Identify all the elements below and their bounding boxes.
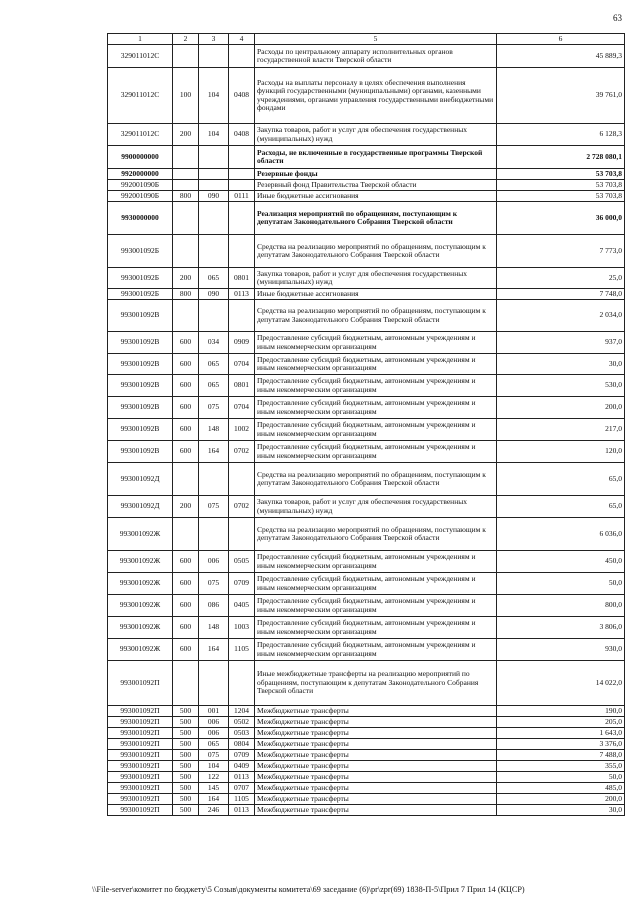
table-row bbox=[108, 235, 625, 268]
section-code-cell bbox=[229, 146, 255, 169]
expense-type-cell: 600 bbox=[173, 573, 199, 595]
section-code-cell: 0801 bbox=[229, 375, 255, 397]
table-row bbox=[108, 573, 625, 595]
header-row bbox=[108, 34, 625, 45]
description-cell: Предоставление субсидий бюджетным, автономным учреждениям и иным некоммерческим организациям bbox=[255, 375, 497, 397]
section-code-cell: 1003 bbox=[229, 617, 255, 639]
table-row bbox=[108, 706, 625, 717]
section-code-cell bbox=[229, 661, 255, 706]
ministry-code-cell: 104 bbox=[199, 124, 229, 146]
description-cell: Резервные фонды bbox=[255, 169, 497, 180]
description-cell: Межбюджетные трансферты bbox=[255, 728, 497, 739]
ministry-code-cell: 065 bbox=[199, 268, 229, 289]
amount-cell: 7 748,0 bbox=[497, 289, 625, 300]
table-row bbox=[108, 794, 625, 805]
table-row bbox=[108, 169, 625, 180]
expense-type-cell: 500 bbox=[173, 772, 199, 783]
table-row bbox=[108, 419, 625, 441]
table-row bbox=[108, 595, 625, 617]
ministry-code-cell bbox=[199, 463, 229, 496]
column-header-3: 3 bbox=[199, 34, 229, 45]
amount-cell: 7 488,0 bbox=[497, 750, 625, 761]
description-cell: Предоставление субсидий бюджетным, автономным учреждениям и иным некоммерческим организациям bbox=[255, 397, 497, 419]
section-code-cell: 1105 bbox=[229, 639, 255, 661]
ministry-code-cell: 164 bbox=[199, 794, 229, 805]
expense-type-cell bbox=[173, 169, 199, 180]
ministry-code-cell: 090 bbox=[199, 191, 229, 202]
description-cell: Предоставление субсидий бюджетным, автономным учреждениям и иным некоммерческим организациям bbox=[255, 354, 497, 375]
expense-type-cell bbox=[173, 300, 199, 332]
amount-cell: 450,0 bbox=[497, 551, 625, 573]
ministry-code-cell bbox=[199, 518, 229, 551]
expense-type-cell: 500 bbox=[173, 761, 199, 772]
description-cell: Закупка товаров, работ и услуг для обеспечения государственных (муниципальных) нужд bbox=[255, 268, 497, 289]
target-code-cell: 992001090Б bbox=[108, 191, 173, 202]
target-code-cell: 993001092Б bbox=[108, 289, 173, 300]
column-header-5: 5 bbox=[255, 34, 497, 45]
table-row bbox=[108, 551, 625, 573]
amount-cell: 6 128,3 bbox=[497, 124, 625, 146]
expense-type-cell bbox=[173, 146, 199, 169]
amount-cell: 53 703,8 bbox=[497, 169, 625, 180]
amount-cell: 3 376,0 bbox=[497, 739, 625, 750]
ministry-code-cell: 065 bbox=[199, 739, 229, 750]
target-code-cell: 993001092П bbox=[108, 794, 173, 805]
section-code-cell bbox=[229, 180, 255, 191]
amount-cell: 30,0 bbox=[497, 805, 625, 816]
target-code-cell: 993001092П bbox=[108, 750, 173, 761]
section-code-cell: 0408 bbox=[229, 68, 255, 124]
table-row bbox=[108, 289, 625, 300]
description-cell: Иные бюджетные ассигнования bbox=[255, 289, 497, 300]
description-cell: Закупка товаров, работ и услуг для обеспечения государственных (муниципальных) нужд bbox=[255, 124, 497, 146]
target-code-cell: 993001092П bbox=[108, 783, 173, 794]
amount-cell: 50,0 bbox=[497, 573, 625, 595]
section-code-cell: 0704 bbox=[229, 354, 255, 375]
section-code-cell: 0702 bbox=[229, 496, 255, 518]
amount-cell: 65,0 bbox=[497, 463, 625, 496]
ministry-code-cell bbox=[199, 146, 229, 169]
amount-cell: 45 889,3 bbox=[497, 45, 625, 68]
ministry-code-cell: 034 bbox=[199, 332, 229, 354]
ministry-code-cell: 104 bbox=[199, 761, 229, 772]
table-row bbox=[108, 639, 625, 661]
table-row bbox=[108, 772, 625, 783]
expense-type-cell: 600 bbox=[173, 617, 199, 639]
section-code-cell: 0408 bbox=[229, 124, 255, 146]
table-row bbox=[108, 463, 625, 496]
expense-type-cell: 600 bbox=[173, 639, 199, 661]
budget-table bbox=[107, 33, 625, 816]
ministry-code-cell: 075 bbox=[199, 573, 229, 595]
table-row bbox=[108, 728, 625, 739]
amount-cell: 120,0 bbox=[497, 441, 625, 463]
section-code-cell: 0113 bbox=[229, 289, 255, 300]
ministry-code-cell bbox=[199, 235, 229, 268]
target-code-cell: 329011012С bbox=[108, 124, 173, 146]
section-code-cell bbox=[229, 518, 255, 551]
section-code-cell: 0405 bbox=[229, 595, 255, 617]
amount-cell: 25,0 bbox=[497, 268, 625, 289]
ministry-code-cell bbox=[199, 180, 229, 191]
ministry-code-cell: 065 bbox=[199, 375, 229, 397]
description-cell: Расходы на выплаты персоналу в целях обеспечения выполнения функций государственными (муниципальными) органами, казенными учреждениями, органами управления государственными внебюджетными фондами bbox=[255, 68, 497, 124]
amount-cell: 36 000,0 bbox=[497, 202, 625, 235]
amount-cell: 937,0 bbox=[497, 332, 625, 354]
expense-type-cell bbox=[173, 463, 199, 496]
expense-type-cell: 200 bbox=[173, 124, 199, 146]
section-code-cell: 0709 bbox=[229, 573, 255, 595]
table-row bbox=[108, 441, 625, 463]
target-code-cell: 993001092В bbox=[108, 332, 173, 354]
amount-cell: 205,0 bbox=[497, 717, 625, 728]
target-code-cell: 993001092В bbox=[108, 375, 173, 397]
target-code-cell: 9900000000 bbox=[108, 146, 173, 169]
target-code-cell: 993001092Б bbox=[108, 235, 173, 268]
description-cell: Средства на реализацию мероприятий по обращениям, поступающим к депутатам Законодательного Собрания Тверской области bbox=[255, 300, 497, 332]
table-row bbox=[108, 783, 625, 794]
ministry-code-cell: 090 bbox=[199, 289, 229, 300]
table-row bbox=[108, 45, 625, 68]
amount-cell: 6 036,0 bbox=[497, 518, 625, 551]
target-code-cell: 993001092Ж bbox=[108, 551, 173, 573]
section-code-cell bbox=[229, 235, 255, 268]
ministry-code-cell bbox=[199, 300, 229, 332]
target-code-cell: 993001092П bbox=[108, 706, 173, 717]
section-code-cell: 0111 bbox=[229, 191, 255, 202]
amount-cell: 2 034,0 bbox=[497, 300, 625, 332]
ministry-code-cell bbox=[199, 661, 229, 706]
section-code-cell: 1105 bbox=[229, 794, 255, 805]
section-code-cell: 1204 bbox=[229, 706, 255, 717]
section-code-cell: 0801 bbox=[229, 268, 255, 289]
ministry-code-cell: 075 bbox=[199, 750, 229, 761]
target-code-cell: 993001092Д bbox=[108, 463, 173, 496]
ministry-code-cell bbox=[199, 169, 229, 180]
expense-type-cell bbox=[173, 202, 199, 235]
expense-type-cell: 800 bbox=[173, 191, 199, 202]
description-cell: Предоставление субсидий бюджетным, автономным учреждениям и иным некоммерческим организациям bbox=[255, 419, 497, 441]
expense-type-cell bbox=[173, 45, 199, 68]
amount-cell: 2 728 080,1 bbox=[497, 146, 625, 169]
target-code-cell: 993001092В bbox=[108, 300, 173, 332]
amount-cell: 50,0 bbox=[497, 772, 625, 783]
description-cell: Средства на реализацию мероприятий по обращениям, поступающим к депутатам Законодательного Собрания Тверской области bbox=[255, 235, 497, 268]
description-cell: Предоставление субсидий бюджетным, автономным учреждениям и иным некоммерческим организациям bbox=[255, 441, 497, 463]
table-row bbox=[108, 268, 625, 289]
target-code-cell: 993001092Ж bbox=[108, 595, 173, 617]
section-code-cell bbox=[229, 169, 255, 180]
table-row bbox=[108, 397, 625, 419]
table-row bbox=[108, 750, 625, 761]
expense-type-cell: 500 bbox=[173, 794, 199, 805]
table-row bbox=[108, 617, 625, 639]
table-header bbox=[108, 34, 625, 45]
column-header-2: 2 bbox=[173, 34, 199, 45]
description-cell: Реализация мероприятий по обращениям, поступающим к депутатам Законодательного Собрания Тверской области bbox=[255, 202, 497, 235]
target-code-cell: 993001092В bbox=[108, 441, 173, 463]
target-code-cell: 993001092Ж bbox=[108, 639, 173, 661]
expense-type-cell: 500 bbox=[173, 739, 199, 750]
expense-type-cell: 500 bbox=[173, 750, 199, 761]
amount-cell: 53 703,8 bbox=[497, 191, 625, 202]
description-cell: Предоставление субсидий бюджетным, автономным учреждениям и иным некоммерческим организациям bbox=[255, 332, 497, 354]
table-row bbox=[108, 805, 625, 816]
description-cell: Иные межбюджетные трансферты на реализацию мероприятий по обращениям, поступающим к депутатам Законодательного Собрания Тверской области bbox=[255, 661, 497, 706]
section-code-cell: 0502 bbox=[229, 717, 255, 728]
description-cell: Межбюджетные трансферты bbox=[255, 739, 497, 750]
ministry-code-cell: 075 bbox=[199, 397, 229, 419]
expense-type-cell: 100 bbox=[173, 68, 199, 124]
expense-type-cell: 600 bbox=[173, 441, 199, 463]
expense-type-cell: 600 bbox=[173, 397, 199, 419]
ministry-code-cell bbox=[199, 45, 229, 68]
target-code-cell: 9920000000 bbox=[108, 169, 173, 180]
section-code-cell: 0409 bbox=[229, 761, 255, 772]
amount-cell: 190,0 bbox=[497, 706, 625, 717]
section-code-cell: 0505 bbox=[229, 551, 255, 573]
section-code-cell: 0113 bbox=[229, 805, 255, 816]
description-cell: Средства на реализацию мероприятий по обращениям, поступающим к депутатам Законодательного Собрания Тверской области bbox=[255, 463, 497, 496]
target-code-cell: 993001092Ж bbox=[108, 617, 173, 639]
amount-cell: 200,0 bbox=[497, 794, 625, 805]
section-code-cell: 0709 bbox=[229, 750, 255, 761]
table-row bbox=[108, 332, 625, 354]
amount-cell: 800,0 bbox=[497, 595, 625, 617]
target-code-cell: 993001092Д bbox=[108, 496, 173, 518]
expense-type-cell: 500 bbox=[173, 717, 199, 728]
description-cell: Иные бюджетные ассигнования bbox=[255, 191, 497, 202]
ministry-code-cell bbox=[199, 202, 229, 235]
amount-cell: 53 703,8 bbox=[497, 180, 625, 191]
table-row bbox=[108, 661, 625, 706]
amount-cell: 1 643,0 bbox=[497, 728, 625, 739]
expense-type-cell bbox=[173, 235, 199, 268]
page-number: 63 bbox=[613, 13, 622, 23]
section-code-cell: 0113 bbox=[229, 772, 255, 783]
target-code-cell: 993001092П bbox=[108, 739, 173, 750]
section-code-cell bbox=[229, 463, 255, 496]
description-cell: Межбюджетные трансферты bbox=[255, 805, 497, 816]
table-row bbox=[108, 124, 625, 146]
ministry-code-cell: 104 bbox=[199, 68, 229, 124]
expense-type-cell bbox=[173, 661, 199, 706]
description-cell: Закупка товаров, работ и услуг для обеспечения государственных (муниципальных) нужд bbox=[255, 496, 497, 518]
section-code-cell: 0804 bbox=[229, 739, 255, 750]
description-cell: Средства на реализацию мероприятий по обращениям, поступающим к депутатам Законодательного Собрания Тверской области bbox=[255, 518, 497, 551]
section-code-cell: 1002 bbox=[229, 419, 255, 441]
ministry-code-cell: 164 bbox=[199, 441, 229, 463]
amount-cell: 200,0 bbox=[497, 397, 625, 419]
ministry-code-cell: 122 bbox=[199, 772, 229, 783]
amount-cell: 217,0 bbox=[497, 419, 625, 441]
target-code-cell: 993001092П bbox=[108, 761, 173, 772]
amount-cell: 30,0 bbox=[497, 354, 625, 375]
section-code-cell: 0702 bbox=[229, 441, 255, 463]
target-code-cell: 993001092В bbox=[108, 397, 173, 419]
expense-type-cell: 200 bbox=[173, 496, 199, 518]
target-code-cell: 992001090Б bbox=[108, 180, 173, 191]
amount-cell: 3 806,0 bbox=[497, 617, 625, 639]
ministry-code-cell: 001 bbox=[199, 706, 229, 717]
description-cell: Резервный фонд Правительства Тверской области bbox=[255, 180, 497, 191]
column-header-6: 6 bbox=[497, 34, 625, 45]
column-header-1: 1 bbox=[108, 34, 173, 45]
ministry-code-cell: 006 bbox=[199, 728, 229, 739]
target-code-cell: 329011012С bbox=[108, 45, 173, 68]
column-header-4: 4 bbox=[229, 34, 255, 45]
description-cell: Предоставление субсидий бюджетным, автономным учреждениям и иным некоммерческим организациям bbox=[255, 617, 497, 639]
ministry-code-cell: 065 bbox=[199, 354, 229, 375]
expense-type-cell: 600 bbox=[173, 354, 199, 375]
amount-cell: 485,0 bbox=[497, 783, 625, 794]
expense-type-cell: 600 bbox=[173, 551, 199, 573]
amount-cell: 930,0 bbox=[497, 639, 625, 661]
section-code-cell: 0707 bbox=[229, 783, 255, 794]
expense-type-cell: 600 bbox=[173, 375, 199, 397]
expense-type-cell: 200 bbox=[173, 268, 199, 289]
description-cell: Предоставление субсидий бюджетным, автономным учреждениям и иным некоммерческим организациям bbox=[255, 551, 497, 573]
file-path-footer: \\File-server\комитет по бюджету\5 Созыв\документы комитета\69 заседание (6)\pr\zpr(69) 1838-П-5\Прил 7 Прил 14 (КЦСР) bbox=[92, 885, 525, 894]
table-row bbox=[108, 146, 625, 169]
description-cell: Межбюджетные трансферты bbox=[255, 772, 497, 783]
table-row bbox=[108, 739, 625, 750]
table-row bbox=[108, 717, 625, 728]
description-cell: Предоставление субсидий бюджетным, автономным учреждениям и иным некоммерческим организациям bbox=[255, 573, 497, 595]
expense-type-cell: 500 bbox=[173, 706, 199, 717]
description-cell: Межбюджетные трансферты bbox=[255, 794, 497, 805]
target-code-cell: 993001092П bbox=[108, 805, 173, 816]
target-code-cell: 993001092П bbox=[108, 661, 173, 706]
description-cell: Межбюджетные трансферты bbox=[255, 717, 497, 728]
target-code-cell: 993001092В bbox=[108, 354, 173, 375]
target-code-cell: 993001092Ж bbox=[108, 573, 173, 595]
ministry-code-cell: 246 bbox=[199, 805, 229, 816]
expense-type-cell: 600 bbox=[173, 332, 199, 354]
expense-type-cell: 500 bbox=[173, 783, 199, 794]
amount-cell: 39 761,0 bbox=[497, 68, 625, 124]
ministry-code-cell: 148 bbox=[199, 419, 229, 441]
description-cell: Межбюджетные трансферты bbox=[255, 750, 497, 761]
target-code-cell: 993001092П bbox=[108, 717, 173, 728]
target-code-cell: 9930000000 bbox=[108, 202, 173, 235]
table-row bbox=[108, 68, 625, 124]
table-row bbox=[108, 761, 625, 772]
section-code-cell bbox=[229, 300, 255, 332]
amount-cell: 65,0 bbox=[497, 496, 625, 518]
table-row bbox=[108, 354, 625, 375]
expense-type-cell: 600 bbox=[173, 419, 199, 441]
target-code-cell: 993001092П bbox=[108, 772, 173, 783]
description-cell: Межбюджетные трансферты bbox=[255, 783, 497, 794]
ministry-code-cell: 006 bbox=[199, 717, 229, 728]
description-cell: Межбюджетные трансферты bbox=[255, 706, 497, 717]
description-cell: Предоставление субсидий бюджетным, автономным учреждениям и иным некоммерческим организациям bbox=[255, 595, 497, 617]
section-code-cell bbox=[229, 202, 255, 235]
table-row bbox=[108, 496, 625, 518]
expense-type-cell: 500 bbox=[173, 805, 199, 816]
ministry-code-cell: 086 bbox=[199, 595, 229, 617]
expense-type-cell: 500 bbox=[173, 728, 199, 739]
target-code-cell: 993001092В bbox=[108, 419, 173, 441]
ministry-code-cell: 075 bbox=[199, 496, 229, 518]
section-code-cell: 0704 bbox=[229, 397, 255, 419]
description-cell: Межбюджетные трансферты bbox=[255, 761, 497, 772]
description-cell: Расходы, не включенные в государственные программы Тверской области bbox=[255, 146, 497, 169]
target-code-cell: 329011012С bbox=[108, 68, 173, 124]
target-code-cell: 993001092Ж bbox=[108, 518, 173, 551]
target-code-cell: 993001092Б bbox=[108, 268, 173, 289]
table-row bbox=[108, 300, 625, 332]
expense-type-cell bbox=[173, 518, 199, 551]
table-row bbox=[108, 191, 625, 202]
section-code-cell bbox=[229, 45, 255, 68]
description-cell: Расходы по центральному аппарату исполнительных органов государственной власти Тверской области bbox=[255, 45, 497, 68]
table-row bbox=[108, 180, 625, 191]
expense-type-cell bbox=[173, 180, 199, 191]
ministry-code-cell: 006 bbox=[199, 551, 229, 573]
table-row bbox=[108, 375, 625, 397]
target-code-cell: 993001092П bbox=[108, 728, 173, 739]
amount-cell: 355,0 bbox=[497, 761, 625, 772]
amount-cell: 7 773,0 bbox=[497, 235, 625, 268]
amount-cell: 530,0 bbox=[497, 375, 625, 397]
section-code-cell: 0503 bbox=[229, 728, 255, 739]
table-row bbox=[108, 518, 625, 551]
ministry-code-cell: 164 bbox=[199, 639, 229, 661]
section-code-cell: 0909 bbox=[229, 332, 255, 354]
amount-cell: 14 022,0 bbox=[497, 661, 625, 706]
ministry-code-cell: 145 bbox=[199, 783, 229, 794]
description-cell: Предоставление субсидий бюджетным, автономным учреждениям и иным некоммерческим организациям bbox=[255, 639, 497, 661]
expense-type-cell: 600 bbox=[173, 595, 199, 617]
expense-type-cell: 800 bbox=[173, 289, 199, 300]
table-row bbox=[108, 202, 625, 235]
table-body bbox=[108, 45, 625, 816]
ministry-code-cell: 148 bbox=[199, 617, 229, 639]
